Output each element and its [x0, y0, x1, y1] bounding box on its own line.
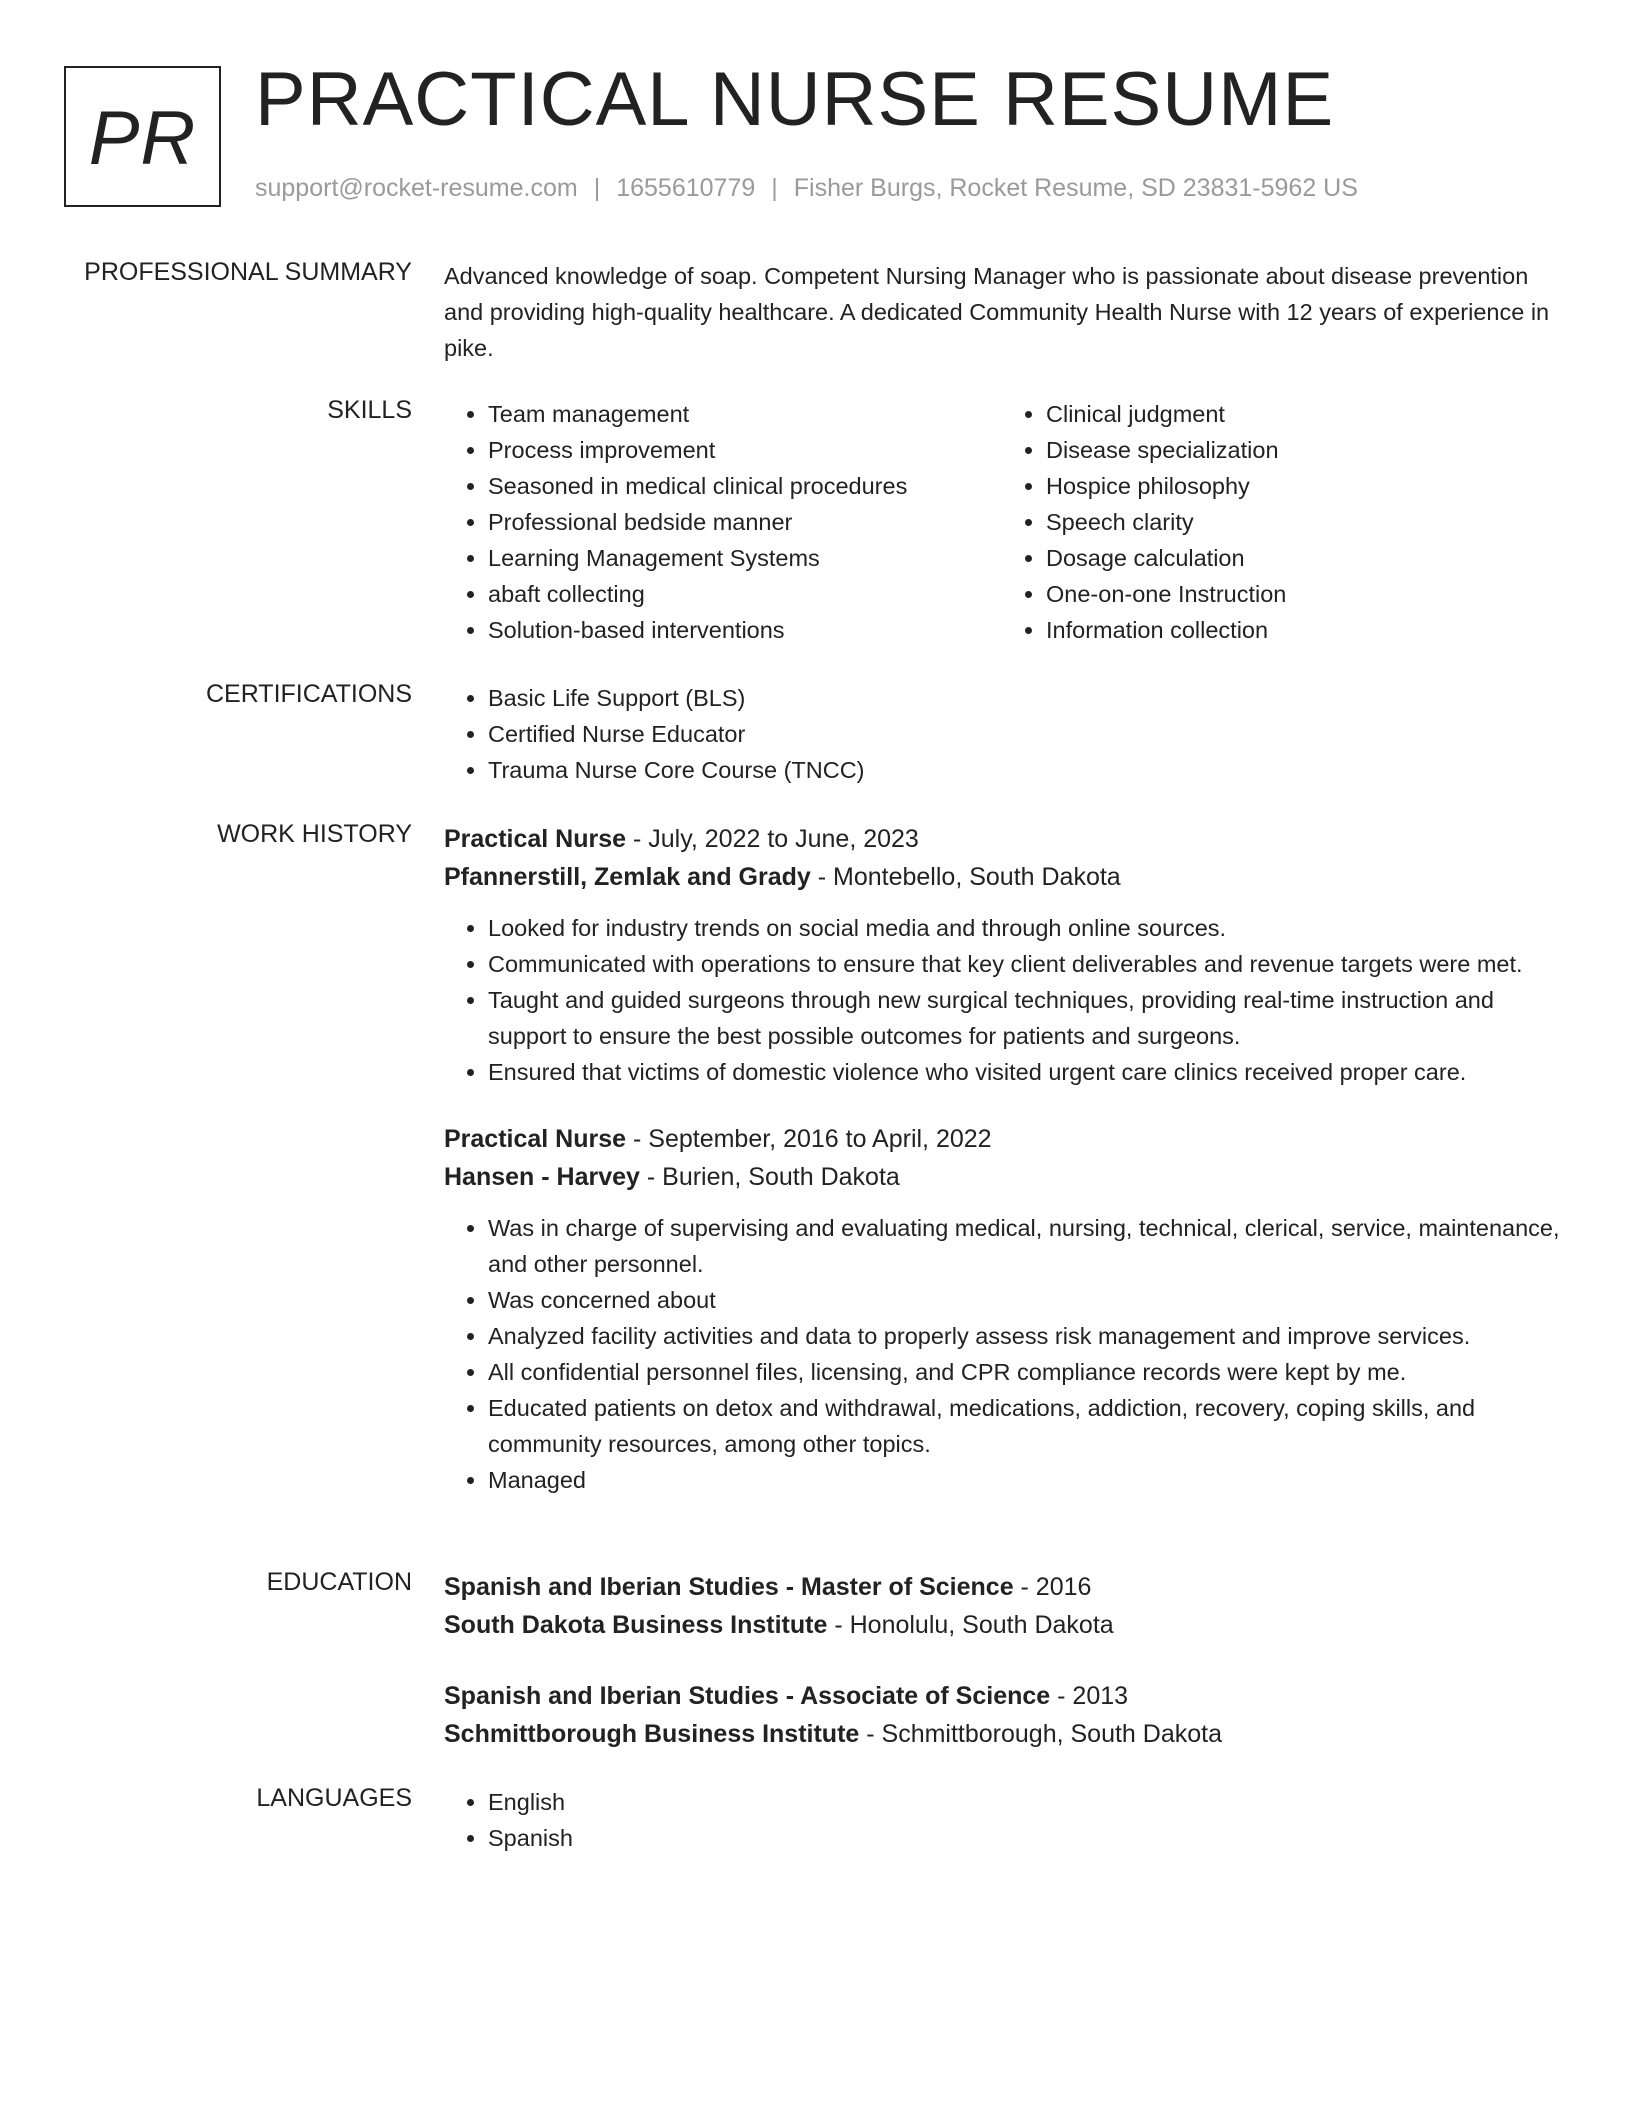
degree-name: Spanish and Iberian Studies - Associate of Science — [444, 1682, 1051, 1710]
monogram-badge — [64, 66, 221, 207]
job-location: - Burien, South Dakota — [639, 1163, 900, 1191]
languages-heading: LANGUAGES — [256, 1784, 412, 1812]
job-duty: • Was in charge of supervising and evaluating medical, nursing, technical, clerical, service, maintenance, and other personnel. — [488, 1210, 1560, 1282]
work-history-heading: WORK HISTORY — [217, 820, 412, 848]
job-company: Hansen - Harvey — [444, 1163, 640, 1191]
school-line — [444, 1715, 1560, 1753]
skill-item: • Dosage calculation — [1046, 540, 1560, 576]
job-title-line — [444, 1120, 1560, 1158]
languages-body — [444, 1784, 1560, 1856]
job-company-line — [444, 858, 1560, 896]
certifications-heading: CERTIFICATIONS — [205, 680, 412, 708]
certifications-body — [444, 680, 1560, 788]
job-entry — [444, 1120, 1560, 1498]
education-heading: EDUCATION — [266, 1568, 412, 1596]
job-duty: • Was concerned about — [488, 1282, 1560, 1318]
language-item: • Spanish — [488, 1820, 1560, 1856]
job-location: - Montebello, South Dakota — [810, 863, 1121, 891]
summary-body — [444, 258, 1560, 366]
job-duty: • Communicated with operations to ensure that key client deliverables and revenue targets were met. — [488, 946, 1560, 982]
job-duty: • All confidential personnel files, licensing, and CPR compliance records were kept by me. — [488, 1354, 1560, 1390]
job-duty: • Ensured that victims of domestic violence who visited urgent care clinics received proper care. — [488, 1054, 1560, 1090]
degree-year: - 2013 — [1050, 1682, 1129, 1710]
monogram-initials: PR — [88, 96, 197, 181]
skill-item: • Information collection — [1046, 612, 1560, 648]
contact-email[interactable]: support@rocket-resume.com — [255, 174, 578, 202]
job-title-line — [444, 820, 1560, 858]
job-duty: • Managed — [488, 1462, 1560, 1498]
skill-item: • Professional bedside manner — [488, 504, 1002, 540]
education-body — [444, 1568, 1560, 1753]
job-duties-list — [444, 1210, 1560, 1498]
job-title: Practical Nurse — [444, 1125, 627, 1153]
skill-item: • Team management — [488, 396, 1002, 432]
skill-item: • abaft collecting — [488, 576, 1002, 612]
skills-list-right — [1002, 396, 1560, 648]
degree-name: Spanish and Iberian Studies - Master of Science — [444, 1573, 1014, 1601]
job-entry — [444, 820, 1560, 1090]
degree-year: - 2016 — [1013, 1573, 1092, 1601]
resume-title: PRACTICAL NURSE RESUME — [255, 57, 1335, 142]
certification-item: • Basic Life Support (BLS) — [488, 680, 1560, 716]
skill-item: • Process improvement — [488, 432, 1002, 468]
degree-line — [444, 1677, 1560, 1715]
languages-list — [444, 1784, 1560, 1856]
skill-item: • Seasoned in medical clinical procedures — [488, 468, 1002, 504]
summary-text: Advanced knowledge of soap. Competent Nursing Manager who is passionate about disease prevention and providing high-quality healthcare. A dedicated Community Health Nurse with 12 years of experience in pike. — [444, 263, 1550, 361]
certification-item: • Trauma Nurse Core Course (TNCC) — [488, 752, 1560, 788]
contact-address: Fisher Burgs, Rocket Resume, SD 23831-5962 US — [793, 174, 1358, 202]
skills-body — [444, 396, 1560, 648]
skill-item: • Hospice philosophy — [1046, 468, 1560, 504]
school-line — [444, 1606, 1560, 1644]
school-name: South Dakota Business Institute — [444, 1611, 828, 1639]
job-duty: • Looked for industry trends on social media and through online sources. — [488, 910, 1560, 946]
job-duties-list — [444, 910, 1560, 1090]
education-entry — [444, 1677, 1560, 1753]
skills-list-left — [444, 396, 1002, 648]
contact-phone[interactable]: 1655610779 — [616, 174, 756, 202]
contact-line — [255, 174, 1358, 203]
summary-heading: PROFESSIONAL SUMMARY — [84, 258, 412, 286]
job-title: Practical Nurse — [444, 825, 627, 853]
school-name: Schmittborough Business Institute — [444, 1720, 860, 1748]
skills-heading: SKILLS — [327, 396, 412, 424]
skill-item: • One-on-one Instruction — [1046, 576, 1560, 612]
job-dates: - September, 2016 to April, 2022 — [626, 1125, 992, 1153]
skill-item: • Solution-based interventions — [488, 612, 1002, 648]
contact-separator: | — [771, 174, 778, 202]
language-item: • English — [488, 1784, 1560, 1820]
job-duty: • Taught and guided surgeons through new surgical techniques, providing real-time instruction and support to ensure the best possible outcomes for patients and surgeons. — [488, 982, 1560, 1054]
skill-item: • Disease specialization — [1046, 432, 1560, 468]
skill-item: • Speech clarity — [1046, 504, 1560, 540]
school-location: - Schmittborough, South Dakota — [859, 1720, 1222, 1748]
job-duty: • Analyzed facility activities and data to properly assess risk management and improve services. — [488, 1318, 1560, 1354]
education-entry — [444, 1568, 1560, 1644]
school-location: - Honolulu, South Dakota — [827, 1611, 1114, 1639]
skill-item: • Clinical judgment — [1046, 396, 1560, 432]
job-company: Pfannerstill, Zemlak and Grady — [444, 863, 811, 891]
degree-line — [444, 1568, 1560, 1606]
skill-item: • Learning Management Systems — [488, 540, 1002, 576]
certifications-list — [444, 680, 1560, 788]
job-duty: • Educated patients on detox and withdrawal, medications, addiction, recovery, coping skills, and community resources, among other topics. — [488, 1390, 1560, 1462]
job-dates: - July, 2022 to June, 2023 — [626, 825, 919, 853]
contact-separator: | — [593, 174, 601, 202]
certification-item: • Certified Nurse Educator — [488, 716, 1560, 752]
work-history-body — [444, 820, 1560, 1498]
job-company-line — [444, 1158, 1560, 1196]
